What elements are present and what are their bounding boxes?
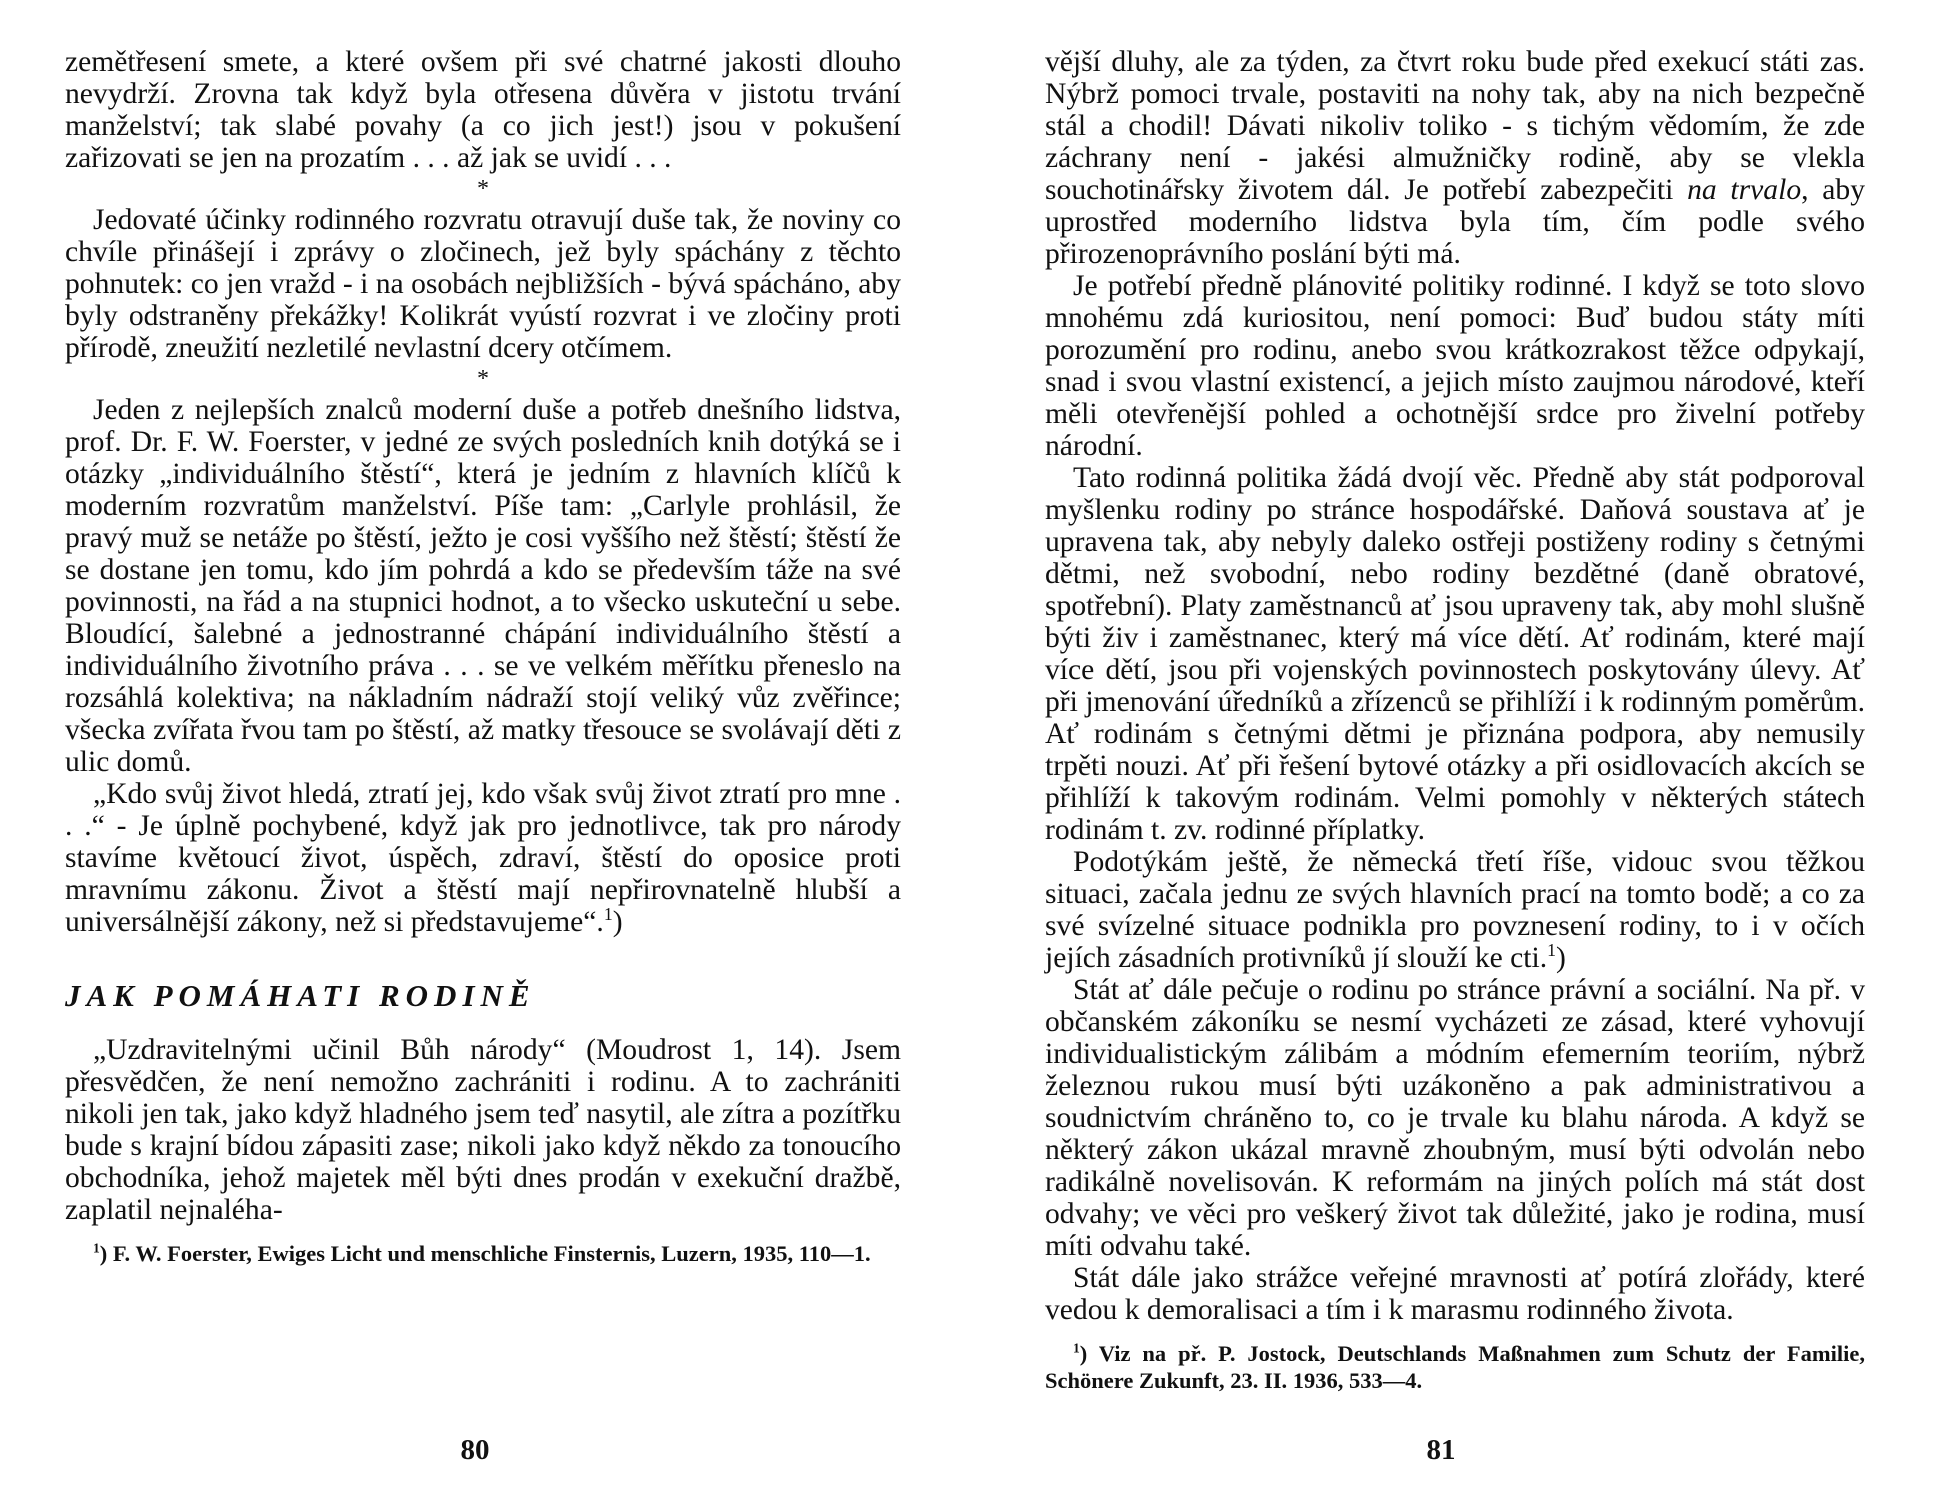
section-separator: * xyxy=(477,176,489,202)
footnote xyxy=(1045,1340,1865,1394)
right-page xyxy=(970,0,1940,1500)
italic-phrase: na trvalo xyxy=(1687,174,1802,206)
section-heading: JAK POMÁHATI RODINĚ xyxy=(65,978,536,1013)
footnote-mark: 1 xyxy=(93,1240,100,1256)
left-text-column xyxy=(65,46,901,1267)
footnote-mark: 1 xyxy=(1073,1340,1080,1356)
paragraph xyxy=(1045,46,1865,270)
paragraph xyxy=(1045,846,1865,974)
paragraph: zemětřesení smete, a které ovšem při své chatrné jakosti dlouho nevydrží. Zrovna tak když byla otřesena důvěra v jistotu trvání manželství; tak slabé povahy (a co jich jest!) jsou v pokušení zařizovati se jen na prozatím . . . až jak se uvidí . . . xyxy=(65,46,901,174)
page-number-text: 81 xyxy=(1426,1434,1456,1466)
paragraph-tail: ) xyxy=(1556,942,1566,974)
paragraph: Stát dále jako strážce veřejné mravnosti ať potírá zlořády, které vedou k demoralisaci a tím i k marasmu rodinného života. xyxy=(1045,1262,1865,1326)
right-text-column xyxy=(1045,46,1865,1394)
footnote-text: ) Viz na př. P. Jostock, Deutschlands Maßnahmen zum Schutz der Familie, Schönere Zukunft, 23. II. 1936, 533—4. xyxy=(1045,1341,1865,1393)
paragraph: Je potřebí předně plánovité politiky rodinné. I když se toto slovo mnohému zdá kuriositou, není pomoci: Buď budou státy míti porozumění pro rodinu, anebo svou krátkozrakost těžce odpykají, snad i svou vlastní existencí, a jejich místo zaujmou národové, kteří měli otevřenější pohled a ochotnější srdce pro živelní potřeby národní. xyxy=(1045,270,1865,462)
paragraph: Stát ať dále pečuje o rodinu po stránce právní a sociální. Na př. v občanském zákoníku se nesmí vycházeti ze zásad, které vyhovují individualistickým zálibám a módním efemerním teoriím, nýbrž železnou rukou musí býti uzákoněno a pak administrativou a soudnictvím chráněno to, co je trvale ku blahu národa. A když se některý zákon ukázal mravně zhoubným, musí býti odvolán nebo radikálně novelisován. K reformám na jiných polích má stát dost odvahy; ve věci pro veškerý život tak důležité, jako je rodina, musí míti odvahu také. xyxy=(1045,974,1865,1262)
footnote xyxy=(65,1240,901,1267)
footnote-reference: 1 xyxy=(1547,940,1557,961)
footnote-reference: 1 xyxy=(603,904,613,925)
page-number xyxy=(0,1434,970,1467)
paragraph-text: „Kdo svůj život hledá, ztratí jej, kdo však svůj život ztratí pro mne . . .“ - Je úplně pochybené, když jak pro jednotlivce, tak pro národy stavíme květoucí život, úspěch, zdraví, štěstí do oposice proti mravnímu zákonu. Život a štěstí mají nepřirovnatelně hlubší a universálnější zákony, než si představujeme“. xyxy=(65,778,901,938)
footnote-text: ) F. W. Foerster, Ewiges Licht und menschliche Finsternis, Luzern, 1935, 110—1. xyxy=(99,1241,871,1266)
paragraph: Jedovaté účinky rodinného rozvratu otravují duše tak, že noviny co chvíle přinášejí i zprávy o zločinech, jež byly spáchány z těchto pohnutek: co jen vražd - i na osobách nejbližších - bývá spácháno, aby byly odstraněny překážky! Kolikrát vyústí rozvrat i ve zločiny proti přírodě, zneužití nezletilé nevlastní dcery otčímem. xyxy=(65,204,901,364)
paragraph: „Uzdravitelnými učinil Bůh národy“ (Moudrost 1, 14). Jsem přesvědčen, že není nemožno zachrániti i rodinu. A to zachrániti nikoli jen tak, jako když hladného jsem teď nasytil, ale zítra a pozítřku bude s krajní bídou zápasiti zase; nikoli jako když někdo za tonoucího obchodníka, jehož majetek měl býti dnes prodán v exekuční dražbě, zaplatil nejnaléha- xyxy=(65,1034,902,1226)
paragraph: Jeden z nejlepších znalců moderní duše a potřeb dnešního lidstva, prof. Dr. F. W. Foerster, v jedné ze svých posledních knih dotýká se i otázky „individuálního štěstí“, která je jedním z hlavních klíčů k moderním rozvratům manželství. Píše tam: „Carlyle prohlásil, že pravý muž se netáže po štěstí, ježto je cosi vyššího než štěstí; štěstí že se dostane jen tomu, kdo jím pohrdá a kdo se především táže na své povinnosti, na řád a na stupnici hodnot, a to všecko uskuteční u sebe. Bloudící, šalebné a jednostranné chápání individuálního štěstí a individuálního životního práva . . . se ve velkém měřítku přeneslo na rozsáhlá kolektiva; na nákladním nádraží stojí veliký vůz zvěřince; všecka zvířata řvou tam po štěstí, až matky třesouce se svolávají děti z ulic domů. xyxy=(65,394,901,778)
paragraph: Tato rodinná politika žádá dvojí věc. Předně aby stát podporoval myšlenku rodiny po stránce hospodářské. Daňová soustava ať je upravena tak, aby nebyly daleko ostřeji postiženy rodiny s četnými dětmi, než svobodní, nebo rodiny bezdětné (daně obratové, spotřební). Platy zaměstnanců ať jsou upraveny tak, aby mohl slušně býti živ i zaměstnanec, který má více dětí. Ať rodinám, které mají více dětí, jsou při vojenských povinnostech poskytovány úlevy. Ať při jmenování úředníků a zřízenců se přihlíží i k rodinným poměrům. Ať rodinám s četnými dětmi je přiznána podpora, aby nemusily trpěti nouzi. Ať při řešení bytové otázky a při osidlovacích akcích se přihlíží k takovým rodinám. Velmi pomohly v některých státech rodinám t. zv. rodinné příplatky. xyxy=(1045,462,1865,846)
paragraph-tail: ) xyxy=(612,906,623,938)
page-number xyxy=(970,1434,1940,1467)
paragraph xyxy=(65,778,901,938)
page-number-text: 80 xyxy=(460,1434,490,1466)
paragraph-text: vější dluhy, ale za týden, za čtvrt roku bude před exekucí státi zas. Nýbrž pomoci trvale, postaviti na nohy tak, aby na nich bezpečně stál a chodil! Dávati nikoliv toliko - s tichým vědomím, že zde záchrany není - jakési almužničky rodině, aby se vlekla souchotinářsky životem dál. Je potřebí zabezpečiti xyxy=(1045,46,1865,206)
section-separator: * xyxy=(477,366,489,392)
paragraph-text: Podotýkám ještě, že německá třetí říše, vidouc svou těžkou situaci, začala jednu ze svých hlavních prací na tomto bodě; a co za své svízelné situace podnikla pro povznesení rodiny, to i v očích jejích zásadních protivníků jí slouží ke cti. xyxy=(1045,846,1865,974)
paragraph-text-rest: , aby uprostřed moderního lidstva byla tím, čím podle svého přirozenoprávního poslání býti má. xyxy=(1045,174,1865,270)
